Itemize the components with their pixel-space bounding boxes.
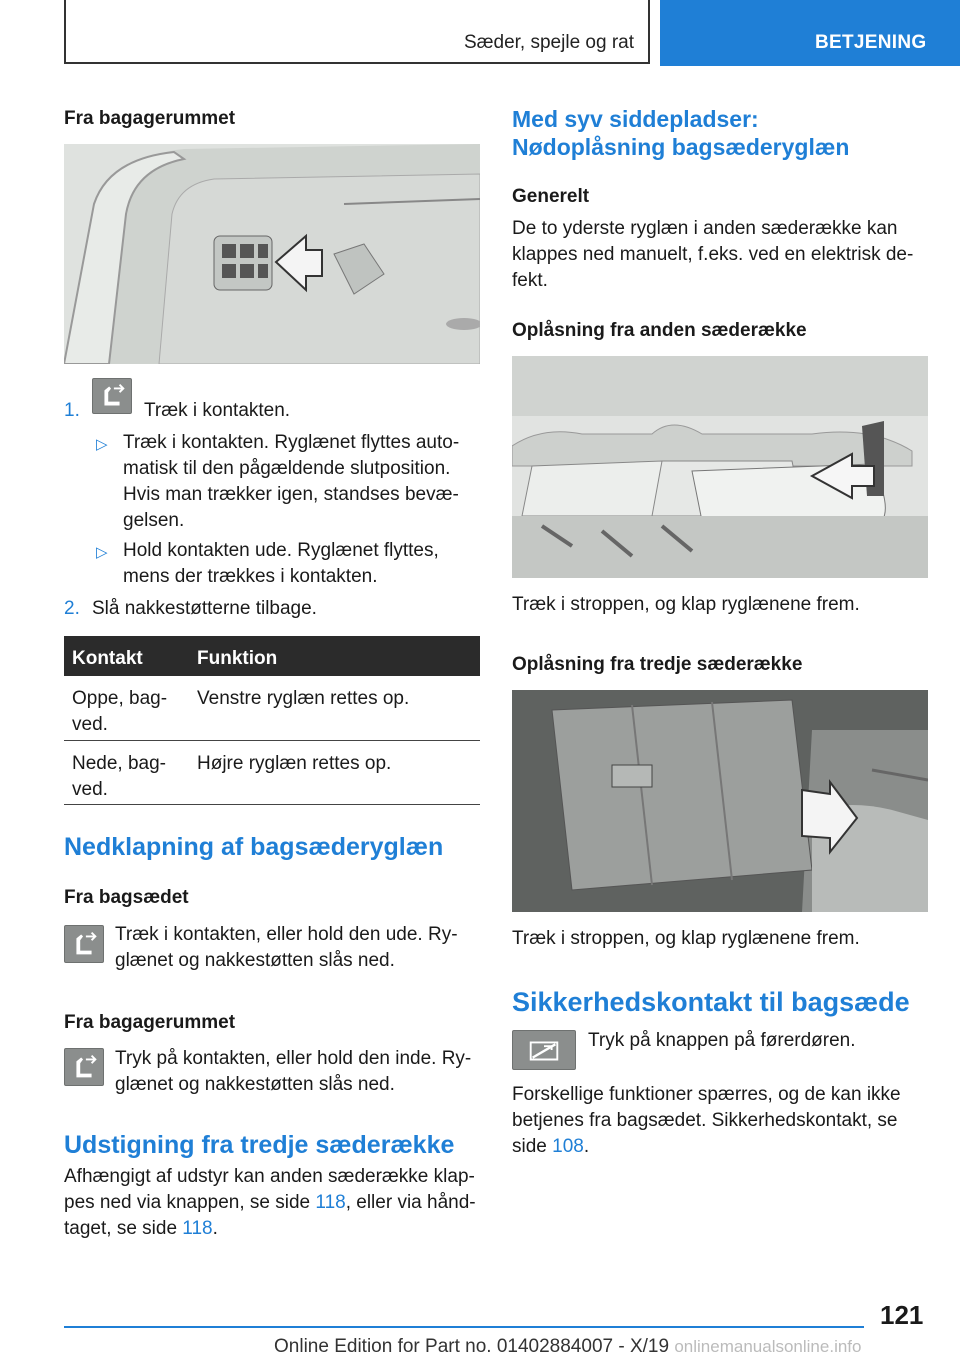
bullet-1-line-2: matisk til den pågældende slutposition. — [123, 458, 451, 479]
text: taget, se side — [64, 1218, 183, 1239]
text: pes ned via knappen, se side — [64, 1192, 316, 1213]
heading-syv-line-1: Med syv siddepladser: — [512, 106, 759, 132]
chapter-tab[interactable] — [660, 0, 960, 66]
subheading-oplaasning-anden: Oplåsning fra anden sæderække — [512, 320, 807, 341]
heading-udstigning: Udstigning fra tredje sæderække — [64, 1131, 455, 1159]
page-number: 121 — [880, 1300, 924, 1330]
text: . — [583, 1136, 590, 1157]
page-link-118[interactable]: 118 — [315, 1192, 346, 1213]
bullet-1-line-3: Hvis man trækker igen, standses bevæ- — [123, 484, 459, 505]
heading-syv-line-2: Nødoplåsning bagsæderyglæn — [512, 134, 850, 160]
udstigning-text-line-3 — [64, 1216, 218, 1242]
table-header-funktion: Funktion — [197, 648, 278, 669]
subheading-oplaasning-tredje: Oplåsning fra tredje sæderække — [512, 654, 803, 675]
footer-divider — [64, 1326, 864, 1328]
edition-label: Online Edition for Part no. 01402884007 - X/19 — [274, 1336, 670, 1357]
heading-nedklapning: Nedklapning af bagsæderyglæn — [64, 833, 444, 861]
step-2-number: 2. — [64, 598, 80, 619]
forskellige-text-line-2: betjenes fra bagsædet. Sikkerhedskontakt, se — [512, 1110, 898, 1131]
forskellige-text-line-3 — [512, 1134, 589, 1160]
bullet-1-line-4: gelsen. — [123, 510, 185, 531]
text: . — [212, 1218, 218, 1239]
table-cell: Oppe, bag- — [72, 688, 168, 709]
udstigning-text-line-1: Afhængigt af udstyr kan anden sæderække klap- — [64, 1166, 475, 1187]
subheading-fra-bagagerummet-2: Fra bagagerummet — [64, 1012, 236, 1033]
table-row — [64, 676, 480, 741]
bullet-2-line-2: mens der trækkes i kontakten. — [123, 566, 378, 587]
seat-switch-icon — [64, 925, 104, 963]
switch-function-table — [64, 636, 480, 805]
sikkerhed-text-line-1: Tryk på knappen på førerdøren. — [588, 1030, 856, 1051]
table-cell: ved. — [72, 779, 108, 800]
bullet-2-line-1: Hold kontakten ude. Ryglænet flyttes, — [123, 540, 439, 561]
generelt-text-line-2: klappes ned manuelt, f.eks. ved en elektrisk de- — [512, 244, 914, 265]
page-link-108[interactable]: 108 — [552, 1136, 584, 1157]
table-row — [64, 741, 480, 805]
page-link-118[interactable]: 118 — [182, 1218, 213, 1239]
header-section-box — [64, 0, 650, 64]
bagsaedet-text-line-2: glænet og nakkestøtten slås ned. — [115, 950, 395, 971]
bagsaedet-text-line-1: Træk i kontakten, eller hold den ude. Ry- — [115, 924, 458, 945]
table-cell: Venstre ryglæn rettes op. — [197, 688, 410, 709]
subheading-fra-bagsaedet: Fra bagsædet — [64, 887, 189, 908]
bagagerum-text-line-2: glænet og nakkestøtten slås ned. — [115, 1074, 395, 1095]
generelt-text-line-1: De to yderste ryglæn i anden sæderække kan — [512, 218, 898, 239]
photo-trunk-switch — [64, 144, 480, 364]
table-header-kontakt: Kontakt — [72, 648, 143, 669]
child-lock-button-icon — [512, 1030, 576, 1070]
bullet-marker: ▷ — [96, 436, 108, 453]
photo-second-row-seats — [512, 356, 928, 578]
forskellige-text-line-1: Forskellige funktioner spærres, og de kan ikke — [512, 1084, 901, 1105]
subheading-generelt: Generelt — [512, 186, 590, 207]
caption-2: Træk i stroppen, og klap ryglænene frem. — [512, 928, 860, 949]
caption-1: Træk i stroppen, og klap ryglænene frem. — [512, 594, 860, 615]
step-1-number: 1. — [64, 400, 80, 421]
chapter-title: BETJENING — [815, 32, 927, 53]
bullet-1-line-1: Træk i kontakten. Ryglænet flyttes auto- — [123, 432, 460, 453]
watermark: onlinemanualsonline.info — [674, 1337, 862, 1356]
photo-third-row-seats — [512, 690, 928, 912]
step-2-text: Slå nakkestøtterne tilbage. — [92, 598, 317, 619]
table-header — [64, 636, 480, 676]
table-cell: Nede, bag- — [72, 753, 167, 774]
subheading-fra-bagagerummet: Fra bagagerummet — [64, 108, 236, 129]
bagagerum-text-line-1: Tryk på kontakten, eller hold den inde. Ry- — [115, 1048, 472, 1069]
table-cell: Højre ryglæn rettes op. — [197, 753, 392, 774]
udstigning-text-line-2 — [64, 1190, 476, 1216]
heading-sikkerhedskontakt: Sikkerhedskontakt til bagsæde — [512, 987, 910, 1017]
text: side — [512, 1136, 553, 1157]
text: , eller via hånd- — [345, 1192, 476, 1213]
bullet-marker: ▷ — [96, 544, 108, 561]
seat-switch-icon — [64, 1048, 104, 1086]
table-cell: ved. — [72, 714, 108, 735]
edition-text — [274, 1334, 861, 1360]
step-1-text: Træk i kontakten. — [144, 400, 291, 421]
seat-switch-icon — [92, 378, 132, 414]
generelt-text-line-3: fekt. — [512, 270, 548, 291]
section-title: Sæder, spejle og rat — [463, 32, 634, 53]
